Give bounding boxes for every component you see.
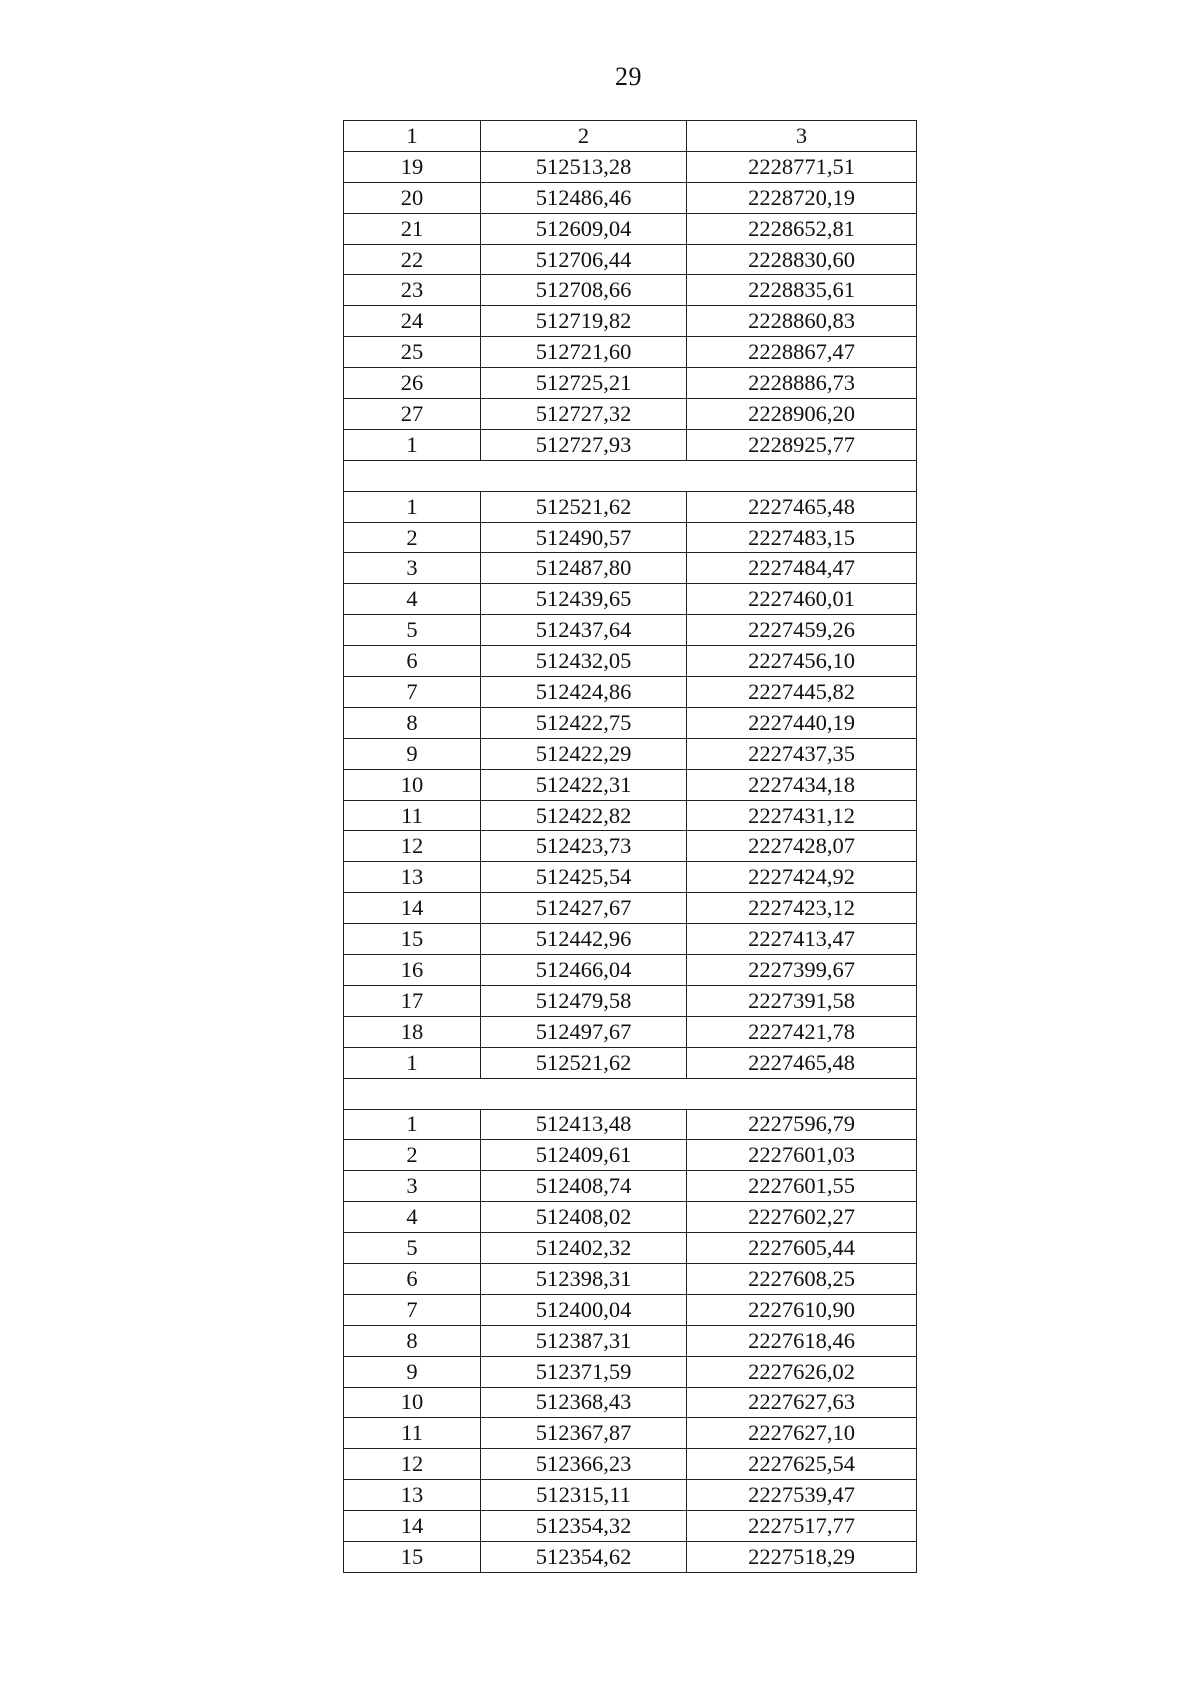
y-coordinate-cell: 2227483,15 [687,522,917,553]
point-number-cell: 11 [344,1418,481,1449]
coordinates-table [343,120,917,1573]
point-number-cell: 3 [344,1171,481,1202]
table-row [344,1449,917,1480]
header-cell-col-1: 1 [344,121,481,152]
table-row [344,769,917,800]
y-coordinate-cell: 2227423,12 [687,893,917,924]
x-coordinate-cell: 512398,31 [481,1263,687,1294]
x-coordinate-cell: 512425,54 [481,862,687,893]
x-coordinate-cell: 512490,57 [481,522,687,553]
x-coordinate-cell: 512409,61 [481,1140,687,1171]
y-coordinate-cell: 2227440,19 [687,707,917,738]
point-number-cell: 14 [344,1511,481,1542]
table-row [344,1480,917,1511]
x-coordinate-cell: 512442,96 [481,924,687,955]
y-coordinate-cell: 2228830,60 [687,244,917,275]
y-coordinate-cell: 2228835,61 [687,275,917,306]
y-coordinate-cell: 2227626,02 [687,1356,917,1387]
point-number-cell: 16 [344,955,481,986]
x-coordinate-cell: 512521,62 [481,491,687,522]
coordinates-table-body [344,121,917,1573]
point-number-cell: 27 [344,399,481,430]
x-coordinate-cell: 512422,75 [481,707,687,738]
x-coordinate-cell: 512422,29 [481,738,687,769]
point-number-cell: 1 [344,491,481,522]
table-row [344,522,917,553]
y-coordinate-cell: 2227601,03 [687,1140,917,1171]
point-number-cell: 13 [344,862,481,893]
y-coordinate-cell: 2227602,27 [687,1202,917,1233]
table-row [344,1109,917,1140]
x-coordinate-cell: 512408,02 [481,1202,687,1233]
point-number-cell: 13 [344,1480,481,1511]
x-coordinate-cell: 512487,80 [481,553,687,584]
y-coordinate-cell: 2228720,19 [687,182,917,213]
point-number-cell: 22 [344,244,481,275]
table-row [344,738,917,769]
y-coordinate-cell: 2227391,58 [687,985,917,1016]
x-coordinate-cell: 512423,73 [481,831,687,862]
section-separator-row [344,460,917,491]
point-number-cell: 2 [344,1140,481,1171]
point-number-cell: 20 [344,182,481,213]
point-number-cell: 4 [344,584,481,615]
table-row [344,1511,917,1542]
section-separator-cell [344,460,917,491]
x-coordinate-cell: 512422,31 [481,769,687,800]
y-coordinate-cell: 2227437,35 [687,738,917,769]
point-number-cell: 10 [344,1387,481,1418]
table-row [344,1325,917,1356]
x-coordinate-cell: 512387,31 [481,1325,687,1356]
x-coordinate-cell: 512432,05 [481,646,687,677]
page-number: 29 [615,62,642,91]
table-row [344,491,917,522]
x-coordinate-cell: 512371,59 [481,1356,687,1387]
table-row [344,275,917,306]
point-number-cell: 17 [344,985,481,1016]
point-number-cell: 15 [344,1541,481,1572]
table-row [344,862,917,893]
y-coordinate-cell: 2227456,10 [687,646,917,677]
y-coordinate-cell: 2227428,07 [687,831,917,862]
table-row [344,893,917,924]
point-number-cell: 1 [344,429,481,460]
x-coordinate-cell: 512413,48 [481,1109,687,1140]
table-row [344,553,917,584]
table-row [344,1418,917,1449]
x-coordinate-cell: 512727,93 [481,429,687,460]
y-coordinate-cell: 2227421,78 [687,1016,917,1047]
x-coordinate-cell: 512422,82 [481,800,687,831]
x-coordinate-cell: 512719,82 [481,306,687,337]
x-coordinate-cell: 512437,64 [481,615,687,646]
y-coordinate-cell: 2228652,81 [687,213,917,244]
point-number-cell: 12 [344,1449,481,1480]
x-coordinate-cell: 512721,60 [481,337,687,368]
table-row [344,244,917,275]
x-coordinate-cell: 512609,04 [481,213,687,244]
point-number-cell: 26 [344,368,481,399]
y-coordinate-cell: 2227465,48 [687,491,917,522]
point-number-cell: 9 [344,1356,481,1387]
table-row [344,1263,917,1294]
table-row [344,151,917,182]
y-coordinate-cell: 2228771,51 [687,151,917,182]
point-number-cell: 15 [344,924,481,955]
y-coordinate-cell: 2227399,67 [687,955,917,986]
y-coordinate-cell: 2227459,26 [687,615,917,646]
y-coordinate-cell: 2227627,10 [687,1418,917,1449]
y-coordinate-cell: 2228860,83 [687,306,917,337]
table-row [344,1171,917,1202]
point-number-cell: 9 [344,738,481,769]
header-cell-col-3: 3 [687,121,917,152]
table-row [344,1356,917,1387]
x-coordinate-cell: 512439,65 [481,584,687,615]
table-row [344,1233,917,1264]
y-coordinate-cell: 2227465,48 [687,1047,917,1078]
point-number-cell: 1 [344,1109,481,1140]
x-coordinate-cell: 512315,11 [481,1480,687,1511]
table-row [344,646,917,677]
x-coordinate-cell: 512354,62 [481,1541,687,1572]
point-number-cell: 1 [344,1047,481,1078]
point-number-cell: 14 [344,893,481,924]
point-number-cell: 23 [344,275,481,306]
x-coordinate-cell: 512354,32 [481,1511,687,1542]
y-coordinate-cell: 2227460,01 [687,584,917,615]
point-number-cell: 6 [344,646,481,677]
point-number-cell: 8 [344,1325,481,1356]
table-row [344,1387,917,1418]
y-coordinate-cell: 2228906,20 [687,399,917,430]
x-coordinate-cell: 512427,67 [481,893,687,924]
point-number-cell: 10 [344,769,481,800]
x-coordinate-cell: 512408,74 [481,1171,687,1202]
x-coordinate-cell: 512424,86 [481,677,687,708]
table-row [344,985,917,1016]
table-row [344,1294,917,1325]
x-coordinate-cell: 512366,23 [481,1449,687,1480]
point-number-cell: 3 [344,553,481,584]
table-row [344,182,917,213]
y-coordinate-cell: 2227625,54 [687,1449,917,1480]
x-coordinate-cell: 512521,62 [481,1047,687,1078]
point-number-cell: 21 [344,213,481,244]
table-row [344,677,917,708]
table-row [344,306,917,337]
y-coordinate-cell: 2227608,25 [687,1263,917,1294]
table-row [344,615,917,646]
x-coordinate-cell: 512708,66 [481,275,687,306]
y-coordinate-cell: 2228925,77 [687,429,917,460]
point-number-cell: 11 [344,800,481,831]
x-coordinate-cell: 512706,44 [481,244,687,275]
header-cell-col-2: 2 [481,121,687,152]
x-coordinate-cell: 512486,46 [481,182,687,213]
table-row [344,213,917,244]
y-coordinate-cell: 2227445,82 [687,677,917,708]
point-number-cell: 5 [344,615,481,646]
table-row [344,831,917,862]
table-row [344,368,917,399]
point-number-cell: 25 [344,337,481,368]
point-number-cell: 6 [344,1263,481,1294]
point-number-cell: 24 [344,306,481,337]
y-coordinate-cell: 2227610,90 [687,1294,917,1325]
table-row [344,707,917,738]
table-row [344,924,917,955]
section-separator-row [344,1078,917,1109]
y-coordinate-cell: 2227601,55 [687,1171,917,1202]
table-row [344,337,917,368]
x-coordinate-cell: 512725,21 [481,368,687,399]
section-separator-cell [344,1078,917,1109]
y-coordinate-cell: 2227413,47 [687,924,917,955]
point-number-cell: 7 [344,1294,481,1325]
table-row [344,1140,917,1171]
table-row [344,399,917,430]
y-coordinate-cell: 2228867,47 [687,337,917,368]
y-coordinate-cell: 2227424,92 [687,862,917,893]
point-number-cell: 7 [344,677,481,708]
y-coordinate-cell: 2227517,77 [687,1511,917,1542]
y-coordinate-cell: 2227431,12 [687,800,917,831]
point-number-cell: 2 [344,522,481,553]
x-coordinate-cell: 512727,32 [481,399,687,430]
table-row [344,1016,917,1047]
table-row [344,584,917,615]
x-coordinate-cell: 512400,04 [481,1294,687,1325]
x-coordinate-cell: 512368,43 [481,1387,687,1418]
table-row [344,1047,917,1078]
y-coordinate-cell: 2227518,29 [687,1541,917,1572]
table-header-row [344,121,917,152]
x-coordinate-cell: 512402,32 [481,1233,687,1264]
y-coordinate-cell: 2228886,73 [687,368,917,399]
y-coordinate-cell: 2227596,79 [687,1109,917,1140]
x-coordinate-cell: 512513,28 [481,151,687,182]
table-row [344,1202,917,1233]
x-coordinate-cell: 512466,04 [481,955,687,986]
point-number-cell: 8 [344,707,481,738]
point-number-cell: 12 [344,831,481,862]
x-coordinate-cell: 512367,87 [481,1418,687,1449]
y-coordinate-cell: 2227539,47 [687,1480,917,1511]
x-coordinate-cell: 512497,67 [481,1016,687,1047]
y-coordinate-cell: 2227627,63 [687,1387,917,1418]
table-row [344,955,917,986]
y-coordinate-cell: 2227434,18 [687,769,917,800]
point-number-cell: 4 [344,1202,481,1233]
table-row [344,800,917,831]
table-row [344,429,917,460]
y-coordinate-cell: 2227484,47 [687,553,917,584]
x-coordinate-cell: 512479,58 [481,985,687,1016]
y-coordinate-cell: 2227618,46 [687,1325,917,1356]
point-number-cell: 5 [344,1233,481,1264]
point-number-cell: 18 [344,1016,481,1047]
point-number-cell: 19 [344,151,481,182]
table-row [344,1541,917,1572]
y-coordinate-cell: 2227605,44 [687,1233,917,1264]
